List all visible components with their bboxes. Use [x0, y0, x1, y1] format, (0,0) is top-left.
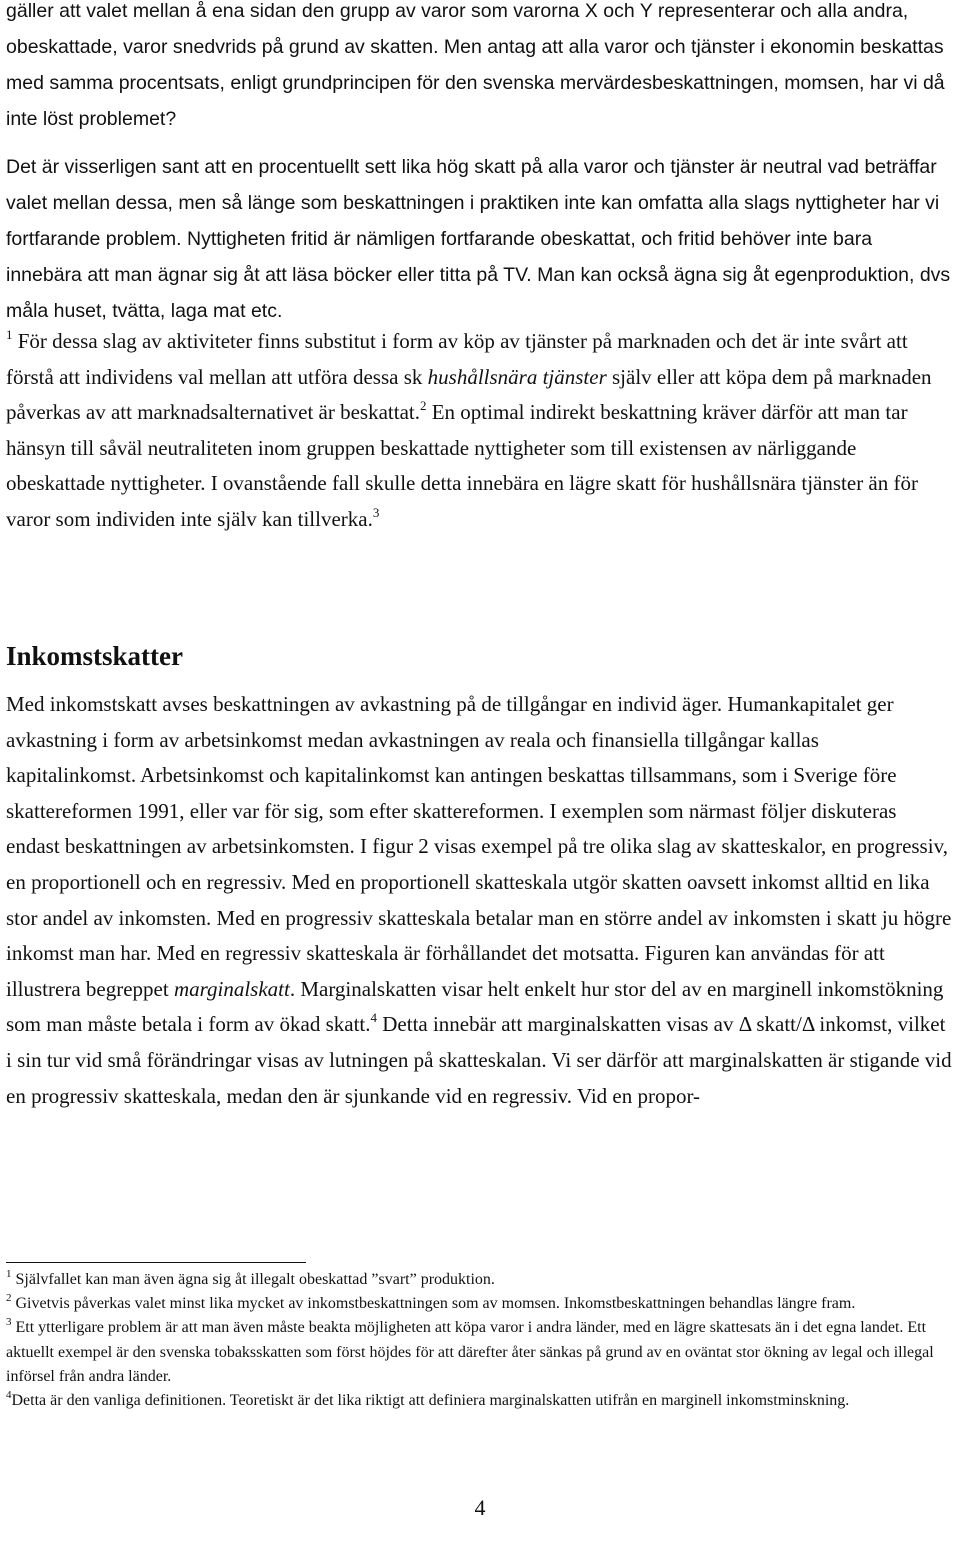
paragraph-text: För dessa slag av aktiviteter finns substitut i form av köp av tjänster på marknaden och det är inte svårt att förstå att individens val mellan att utföra dessa sk: [6, 329, 908, 389]
footnote-4: [6, 1389, 956, 1413]
paragraph-household-services: [6, 324, 952, 538]
footnote-number: 2: [6, 1292, 12, 1305]
paragraph-income-tax: [6, 687, 952, 1114]
footnote-ref-2[interactable]: 2: [419, 398, 427, 414]
footnote-text: Självfallet kan man även ägna sig åt illegalt obeskattad ”svart” produktion.: [15, 1271, 495, 1288]
footnote-number: 4: [6, 1389, 12, 1402]
page-number: 4: [474, 1495, 486, 1520]
footnote-2: [6, 1292, 956, 1316]
paragraph-continuation: gäller att valet mellan å ena sidan den grupp av varor som varorna X och Y representerar och alla andra, obeskattade, varor snedvrids på grund av skatten. Men antag att alla varor och tjänster i ekonomin beskattas med samma procentsats, enligt grundprincipen för den svenska mervärdesbeskattningen, momsen, har vi då inte löst problemet?: [6, 0, 945, 130]
footnote-text: Detta är den vanliga definitionen. Teoretiskt är det lika riktigt att definiera marginalskatten utifrån en marginell inkomstminskning.: [11, 1392, 850, 1410]
paragraph-text: . Marginalskatten visar helt enkelt hur stor del av en marginell inkomstökning som man måste betala i form av ökad skatt.: [6, 976, 944, 1037]
footnote-text: Givetvis påverkas valet minst lika mycket av inkomstbeskattningen som av momsen. Inkomstbeskattningen behandlas längre fram.: [15, 1295, 856, 1313]
paragraph-text: Det är visserligen sant att en procentuellt sett lika hög skatt på alla varor och tjänster är neutral vad beträffar valet mellan dessa, men så länge som beskattningen i praktiken inte kan omfatta alla slags nyttigheter har vi fortfarande problem. Nyttigheten fritid är nämligen fortfarande obeskattat, och fritid behöver inte bara innebära att man ägnar sig åt att läsa böcker eller titta på TV. Man kan också ägna sig åt egenproduktion, dvs måla huset, tvätta, laga mat etc.: [6, 156, 951, 322]
paragraph-text: Med inkomstskatt avses beskattningen av avkastning på de tillgångar en individ äger. Humankapitalet ger avkastning i form av arbetsinkomst medan avkastningen av reala och finansiella tillgångar kallas kapitalinkomst. Arbetsinkomst och kapitalinkomst kan antingen beskattas tillsammans, som i Sverige före skattereformen 1991, eller var för sig, som efter skattereformen. I exemplen som närmast följer diskuteras endast beskattningen av arbetsinkomsten. I figur 2 visas exempel på tre olika slag av skatteskalor, en progressiv, en proportionell och en regressiv. Med en proportionell skatteskala utgör skatten oavsett inkomst alltid en lika stor andel av inkomsten. Med en progressiv skatteskala betalar man en större andel av inkomsten i skatt ju högre inkomst man har. Med en regressiv skatteskala är förhållandet det motsatta. Figuren kan användas för att illustrera begreppet: [6, 692, 952, 1001]
paragraph-neutrality: [6, 149, 952, 329]
footnote-divider: [6, 1262, 306, 1263]
footnote-number: 3: [6, 1316, 12, 1329]
emphasis-term: marginalskatt: [173, 976, 290, 1001]
paragraph-text: Detta innebär att marginalskatten visas av Δ skatt/Δ inkomst, vilket i sin tur vid små förändringar visas av lutningen på skatteskalan. Vi ser därför att marginalskatten är stigande vid en progressiv skatteskala, medan den är sjunkande vid en regressiv. Vid en propor-: [6, 1012, 952, 1108]
footnote-3: [6, 1316, 956, 1389]
footnote-ref-1[interactable]: 1: [6, 327, 13, 342]
footnote-number: 1: [6, 1268, 12, 1280]
footnote-ref-3[interactable]: 3: [372, 504, 380, 520]
footnote-1: [6, 1268, 956, 1292]
footnotes: [6, 1268, 956, 1413]
emphasis-term: hushållsnära tjänster: [427, 364, 607, 389]
footnote-text: Ett ytterligare problem är att man även måste beakta möjligheten att köpa varor i andra länder, med en lägre skattesats än i det egna landet. Ett aktuellt exempel är den svenska tobaksskatten som först höjdes för att därefter åter sänkas på grund av en oväntat stor ökning av legal och illegal införsel från andra länder.: [6, 1319, 934, 1385]
footnote-ref-4[interactable]: 4: [370, 1010, 377, 1026]
paragraph-text: själv eller att köpa dem på marknaden påverkas av att marknadsalternativet är beskattat.: [6, 364, 932, 425]
paragraph-text: En optimal indirekt beskattning kräver därför att man tar hänsyn till såväl neutraliteten inom gruppen beskattade nyttigheter som till existensen av närliggande obeskattade nyttigheter. I ovanstående fall skulle detta innebära en lägre skatt för hushållsnära tjänster än för varor som individen inte själv kan tillverka.: [6, 400, 918, 531]
section-heading: Inkomstskatter: [6, 641, 184, 671]
